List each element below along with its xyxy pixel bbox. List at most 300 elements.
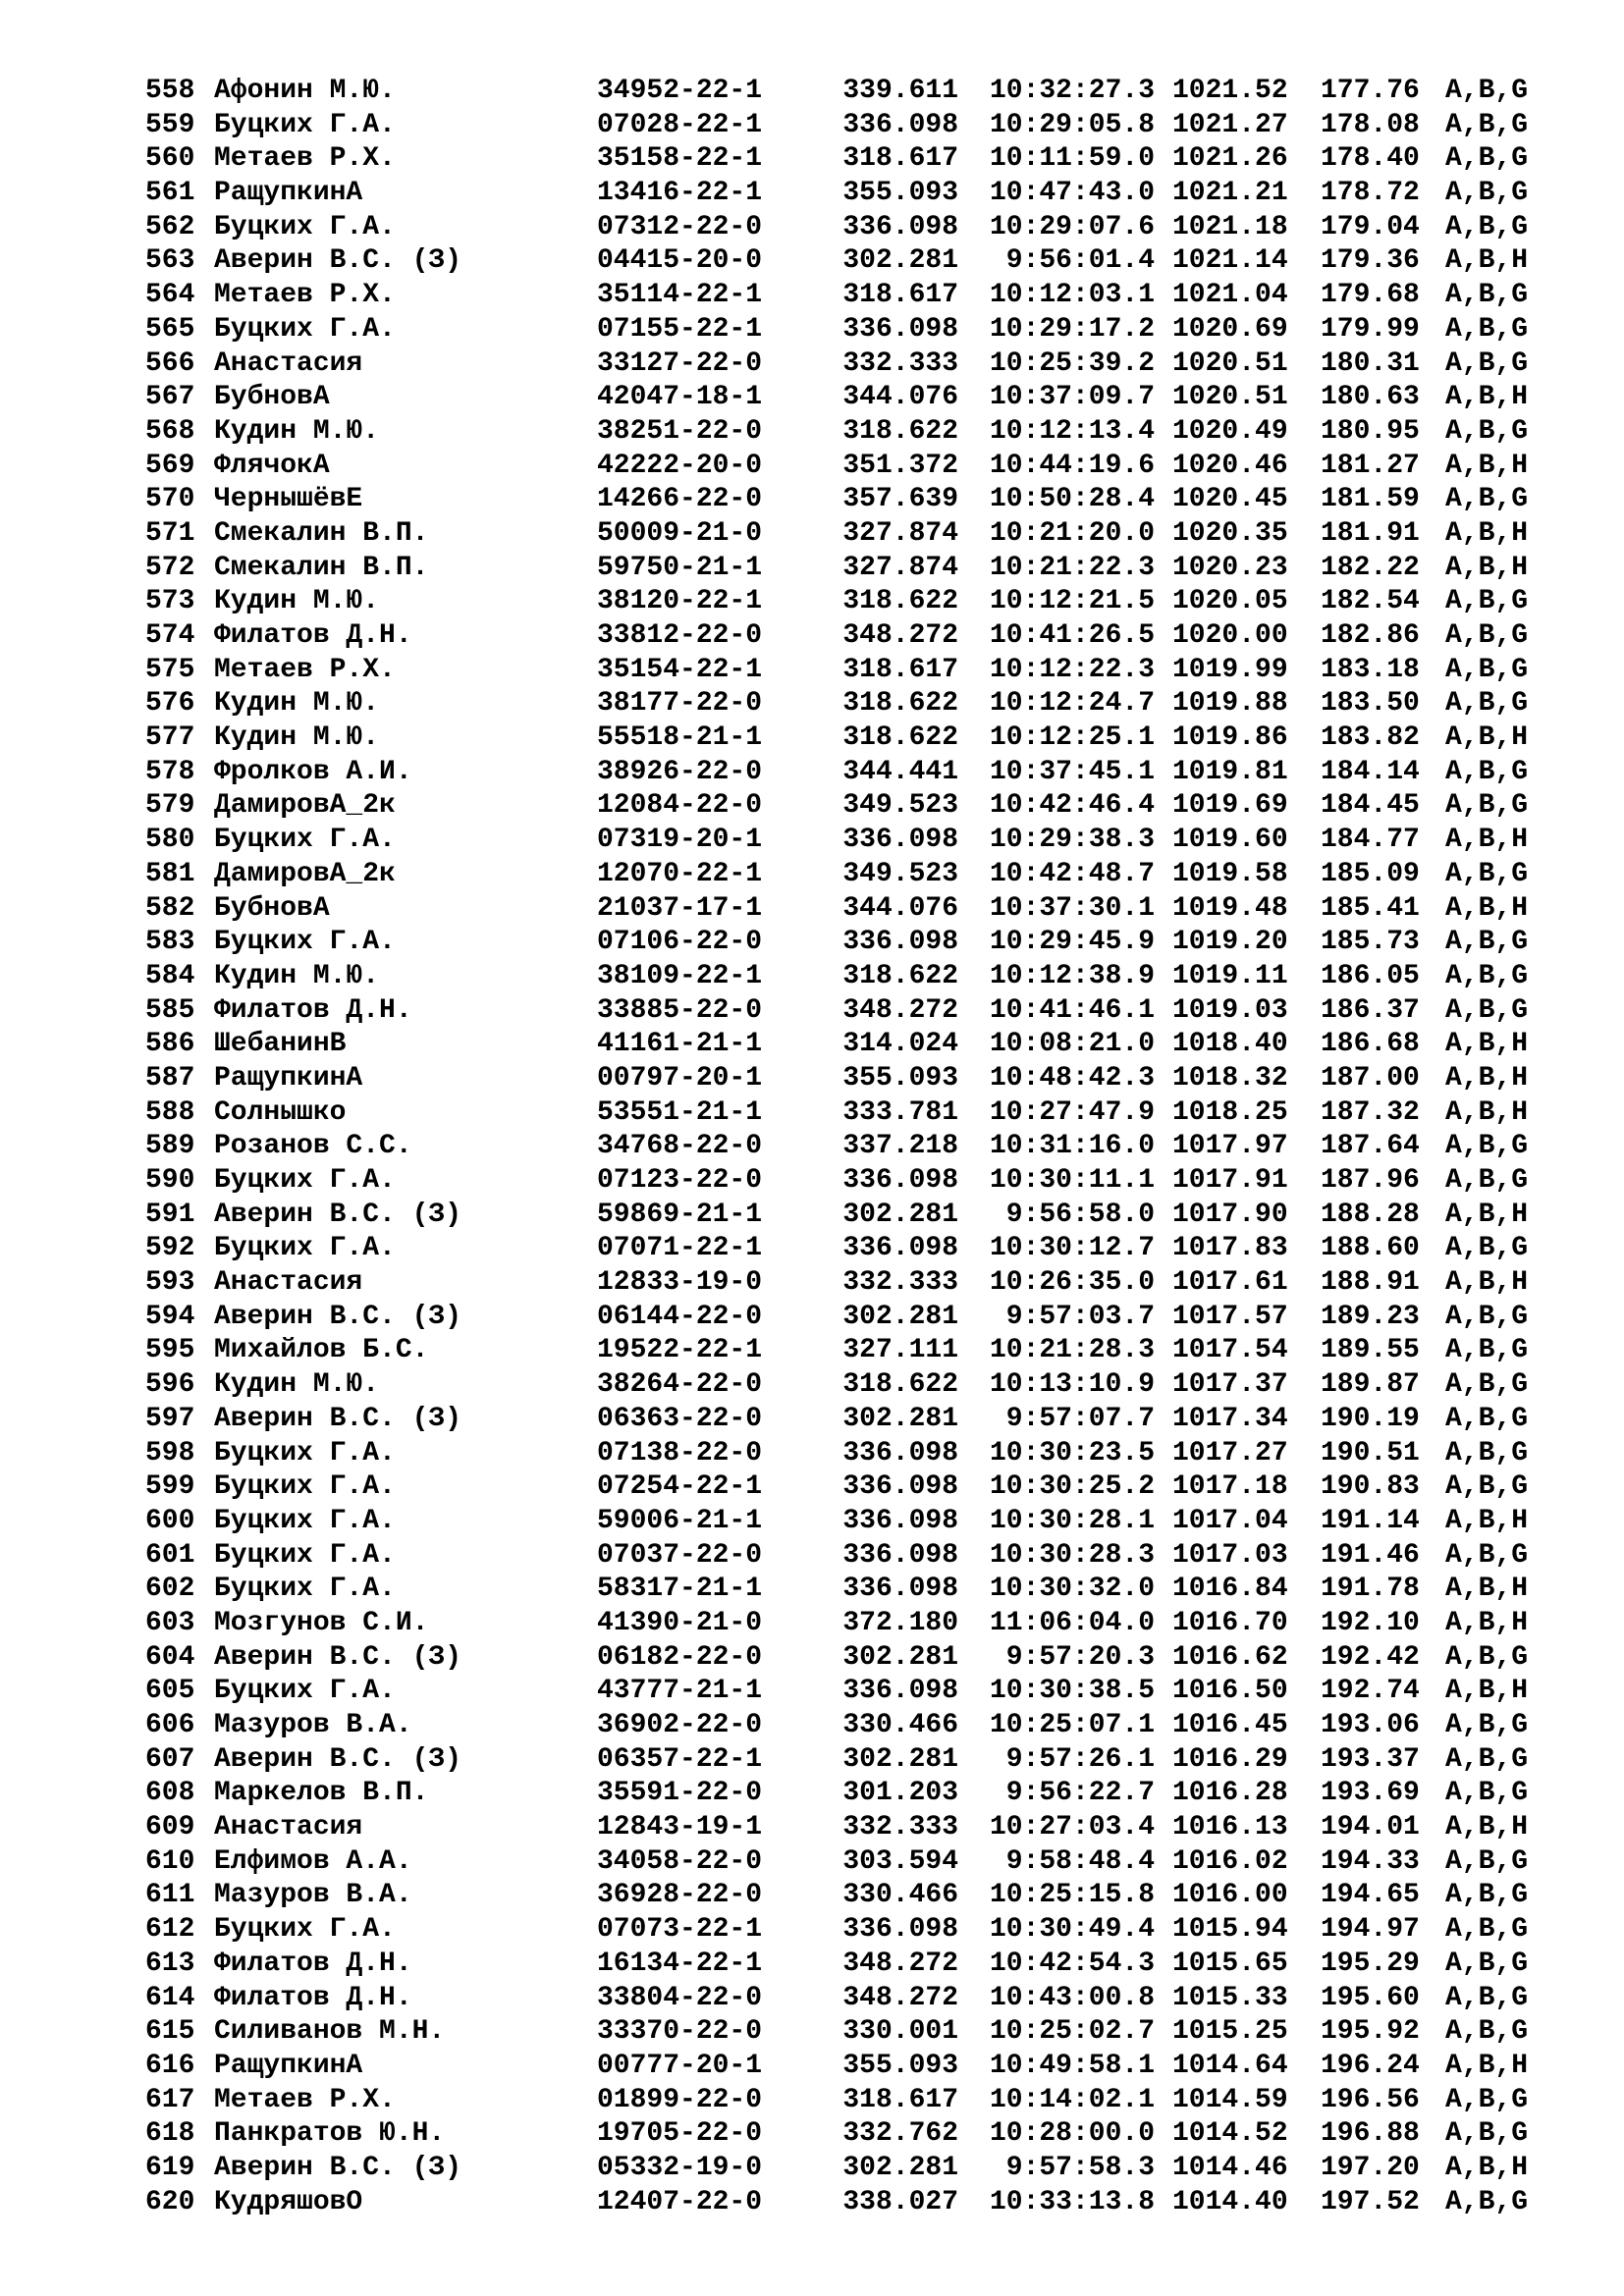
fancier-name: Буцких Г.А. [214,1676,396,1707]
ring-number: 38109-22-1 [597,960,763,991]
distance: 336.098 [842,1914,958,1946]
row-number: 579 [145,790,195,822]
table-row [145,1948,1559,1982]
row-number: 566 [145,347,195,379]
distance: 336.098 [842,1574,958,1605]
speed: 1016.84 [1172,1574,1288,1605]
table-row [145,1164,1559,1199]
ring-number: 13416-22-1 [597,178,763,209]
arrival-time: 10:08:21.0 [989,1029,1155,1060]
fancier-name: ДамировА_2к [214,790,396,822]
arrival-time: 9:57:58.3 [1005,2152,1155,2183]
ring-number: 38926-22-0 [597,756,763,787]
ring-number: 07071-22-1 [597,1233,763,1264]
ring-number: 59869-21-1 [597,1199,763,1230]
coefficient: 196.88 [1321,2118,1420,2150]
distance: 336.098 [842,927,958,958]
row-number: 588 [145,1096,195,1128]
category-tags: A,B,H [1445,1096,1529,1128]
table-row [145,721,1559,756]
arrival-time: 9:58:48.4 [1005,1845,1155,1877]
speed: 1014.52 [1172,2118,1288,2150]
distance: 302.281 [842,1199,958,1230]
ring-number: 38177-22-0 [597,688,763,720]
arrival-time: 10:33:13.8 [989,2186,1155,2217]
fancier-name: Буцких Г.А. [214,927,396,958]
fancier-name: Смекалин В.П. [214,552,429,583]
coefficient: 191.46 [1321,1539,1420,1571]
arrival-time: 9:56:01.4 [1005,245,1155,277]
row-number: 618 [145,2118,195,2150]
fancier-name: Метаев Р.Х. [214,143,396,175]
speed: 1017.57 [1172,1301,1288,1332]
coefficient: 189.23 [1321,1301,1420,1332]
distance: 303.594 [842,1845,958,1877]
row-number: 565 [145,313,195,345]
coefficient: 192.74 [1321,1676,1420,1707]
fancier-name: Аверин В.С. (З) [214,2152,462,2183]
ring-number: 05332-19-0 [597,2152,763,2183]
distance: 302.281 [842,1301,958,1332]
distance: 355.093 [842,2050,958,2081]
row-number: 586 [145,1029,195,1060]
arrival-time: 10:26:35.0 [989,1267,1155,1299]
row-number: 599 [145,1471,195,1503]
row-number: 603 [145,1607,195,1638]
category-tags: A,B,H [1445,1199,1529,1230]
row-number: 560 [145,143,195,175]
row-number: 569 [145,450,195,481]
distance: 336.098 [842,1539,958,1571]
ring-number: 41161-21-1 [597,1029,763,1060]
category-tags: A,B,G [1445,994,1529,1026]
fancier-name: Буцких Г.А. [214,1574,396,1605]
arrival-time: 10:37:30.1 [989,892,1155,924]
category-tags: A,B,G [1445,76,1529,106]
distance: 318.617 [842,2084,958,2115]
row-number: 558 [145,76,195,106]
coefficient: 195.60 [1321,1982,1420,2013]
arrival-time: 10:12:25.1 [989,722,1155,754]
ring-number: 06182-22-0 [597,1641,763,1673]
fancier-name: Филатов Д.Н. [214,994,412,1026]
category-tags: A,B,G [1445,1982,1529,2013]
row-number: 584 [145,960,195,991]
table-row [145,1062,1559,1096]
distance: 355.093 [842,1062,958,1094]
distance: 351.372 [842,450,958,481]
arrival-time: 10:41:26.5 [989,620,1155,651]
table-row [145,1232,1559,1266]
table-row [145,1028,1559,1062]
coefficient: 194.33 [1321,1845,1420,1877]
speed: 1016.00 [1172,1880,1288,1911]
arrival-time: 10:42:54.3 [989,1948,1155,1979]
category-tags: A,B,H [1445,825,1529,856]
category-tags: A,B,G [1445,347,1529,379]
table-row [145,654,1559,688]
row-number: 607 [145,1743,195,1775]
table-row [145,2015,1559,2050]
fancier-name: Смекалин В.П. [214,517,429,549]
table-row [145,1505,1559,1539]
fancier-name: Аверин В.С. (З) [214,1199,462,1230]
distance: 344.076 [842,892,958,924]
fancier-name: Елфимов А.А. [214,1845,412,1877]
table-row [145,585,1559,619]
category-tags: A,B,G [1445,313,1529,345]
speed: 1019.11 [1172,960,1288,991]
fancier-name: Маркелов В.П. [214,1778,429,1809]
arrival-time: 10:48:42.3 [989,1062,1155,1094]
table-row [145,517,1559,552]
arrival-time: 10:12:22.3 [989,654,1155,685]
category-tags: A,B,G [1445,1165,1529,1196]
distance: 302.281 [842,245,958,277]
table-row [145,756,1559,790]
coefficient: 181.59 [1321,484,1420,515]
row-number: 598 [145,1437,195,1468]
distance: 318.622 [842,586,958,617]
table-row [145,177,1559,211]
category-tags: A,B,G [1445,1471,1529,1503]
row-number: 573 [145,586,195,617]
row-number: 562 [145,211,195,242]
distance: 318.617 [842,280,958,311]
coefficient: 179.99 [1321,313,1420,345]
row-number: 619 [145,2152,195,2183]
coefficient: 188.60 [1321,1233,1420,1264]
ring-number: 38251-22-0 [597,415,763,447]
table-row [145,415,1559,450]
ring-number: 00797-20-1 [597,1062,763,1094]
row-number: 587 [145,1062,195,1094]
speed: 1020.05 [1172,586,1288,617]
category-tags: A,B,G [1445,1880,1529,1911]
coefficient: 180.31 [1321,347,1420,379]
row-number: 577 [145,722,195,754]
ring-number: 12833-19-0 [597,1267,763,1299]
table-row [145,1845,1559,1880]
coefficient: 182.22 [1321,552,1420,583]
ring-number: 36928-22-0 [597,1880,763,1911]
speed: 1017.83 [1172,1233,1288,1264]
speed: 1020.23 [1172,552,1288,583]
arrival-time: 10:14:02.1 [989,2084,1155,2115]
arrival-time: 11:06:04.0 [989,1607,1155,1638]
table-row [145,687,1559,721]
distance: 336.098 [842,211,958,242]
table-row [145,1199,1559,1233]
fancier-name: ФлячокА [214,450,330,481]
table-row [145,75,1559,109]
table-row [145,450,1559,484]
fancier-name: Афонин М.Ю. [214,76,396,106]
table-row [145,1096,1559,1131]
category-tags: A,B,G [1445,790,1529,822]
table-row [145,619,1559,654]
coefficient: 177.76 [1321,76,1420,106]
fancier-name: РащупкинА [214,2050,363,2081]
row-number: 609 [145,1812,195,1843]
coefficient: 181.27 [1321,450,1420,481]
category-tags: A,B,H [1445,552,1529,583]
row-number: 606 [145,1710,195,1740]
row-number: 568 [145,415,195,447]
distance: 336.098 [842,313,958,345]
arrival-time: 10:28:00.0 [989,2118,1155,2150]
row-number: 602 [145,1574,195,1605]
arrival-time: 10:30:11.1 [989,1165,1155,1196]
speed: 1018.25 [1172,1096,1288,1128]
coefficient: 184.77 [1321,825,1420,856]
speed: 1019.69 [1172,790,1288,822]
arrival-time: 10:42:48.7 [989,858,1155,889]
category-tags: A,B,G [1445,1233,1529,1264]
speed: 1014.59 [1172,2084,1288,2115]
table-row [145,1743,1559,1778]
fancier-name: Солнышко [214,1096,347,1128]
distance: 318.617 [842,143,958,175]
ring-number: 07028-22-1 [597,109,763,140]
table-row [145,1879,1559,1913]
ring-number: 33370-22-0 [597,2016,763,2048]
speed: 1019.86 [1172,722,1288,754]
speed: 1019.48 [1172,892,1288,924]
table-row [145,1709,1559,1743]
table-row [145,1811,1559,1845]
arrival-time: 10:25:07.1 [989,1710,1155,1740]
coefficient: 178.40 [1321,143,1420,175]
speed: 1020.49 [1172,415,1288,447]
fancier-name: Метаев Р.Х. [214,654,396,685]
coefficient: 184.45 [1321,790,1420,822]
ring-number: 07037-22-0 [597,1539,763,1571]
arrival-time: 10:12:03.1 [989,280,1155,311]
arrival-time: 10:29:38.3 [989,825,1155,856]
row-number: 576 [145,688,195,720]
fancier-name: ДамировА_2к [214,858,396,889]
category-tags: A,B,G [1445,143,1529,175]
coefficient: 180.95 [1321,415,1420,447]
category-tags: A,B,G [1445,109,1529,140]
category-tags: A,B,G [1445,484,1529,515]
fancier-name: Мозгунов С.И. [214,1607,429,1638]
arrival-time: 10:31:16.0 [989,1131,1155,1162]
fancier-name: Буцких Г.А. [214,313,396,345]
coefficient: 189.55 [1321,1335,1420,1366]
row-number: 617 [145,2084,195,2115]
distance: 372.180 [842,1607,958,1638]
table-row [145,1470,1559,1505]
category-tags: A,B,H [1445,1812,1529,1843]
ring-number: 34768-22-0 [597,1131,763,1162]
table-row [145,2117,1559,2152]
arrival-time: 10:41:46.1 [989,994,1155,1026]
ring-number: 07138-22-0 [597,1437,763,1468]
distance: 332.762 [842,2118,958,2150]
ring-number: 07123-22-0 [597,1165,763,1196]
distance: 339.611 [842,76,958,106]
speed: 1017.90 [1172,1199,1288,1230]
speed: 1016.28 [1172,1778,1288,1809]
row-number: 570 [145,484,195,515]
coefficient: 194.65 [1321,1880,1420,1911]
distance: 336.098 [842,1676,958,1707]
arrival-time: 10:13:10.9 [989,1369,1155,1401]
distance: 330.001 [842,2016,958,2048]
coefficient: 191.14 [1321,1505,1420,1536]
distance: 336.098 [842,825,958,856]
category-tags: A,B,H [1445,2152,1529,2183]
arrival-time: 10:29:05.8 [989,109,1155,140]
fancier-name: Аверин В.С. (З) [214,245,462,277]
fancier-name: Буцких Г.А. [214,1914,396,1946]
fancier-name: Филатов Д.Н. [214,620,412,651]
speed: 1017.03 [1172,1539,1288,1571]
distance: 314.024 [842,1029,958,1060]
speed: 1017.04 [1172,1505,1288,1536]
fancier-name: РащупкинА [214,1062,363,1094]
row-number: 572 [145,552,195,583]
table-row [145,109,1559,143]
speed: 1015.94 [1172,1914,1288,1946]
table-row [145,2084,1559,2118]
speed: 1020.35 [1172,517,1288,549]
speed: 1016.50 [1172,1676,1288,1707]
ring-number: 34058-22-0 [597,1845,763,1877]
ring-number: 55518-21-1 [597,722,763,754]
coefficient: 186.68 [1321,1029,1420,1060]
table-row [145,926,1559,960]
table-row [145,381,1559,415]
distance: 302.281 [842,1403,958,1434]
row-number: 575 [145,654,195,685]
row-number: 559 [145,109,195,140]
coefficient: 185.41 [1321,892,1420,924]
distance: 318.617 [842,654,958,685]
speed: 1019.88 [1172,688,1288,720]
table-row [145,313,1559,347]
table-row [145,789,1559,824]
speed: 1021.14 [1172,245,1288,277]
distance: 357.639 [842,484,958,515]
row-number: 600 [145,1505,195,1536]
arrival-time: 10:30:28.1 [989,1505,1155,1536]
fancier-name: Анастасия [214,1267,363,1299]
ring-number: 12407-22-0 [597,2186,763,2217]
arrival-time: 10:12:24.7 [989,688,1155,720]
row-number: 614 [145,1982,195,2013]
coefficient: 186.05 [1321,960,1420,991]
distance: 330.466 [842,1880,958,1911]
speed: 1017.27 [1172,1437,1288,1468]
fancier-name: Кудин М.Ю. [214,415,380,447]
ring-number: 43777-21-1 [597,1676,763,1707]
arrival-time: 10:11:59.0 [989,143,1155,175]
speed: 1019.20 [1172,927,1288,958]
coefficient: 183.18 [1321,654,1420,685]
arrival-time: 10:12:21.5 [989,586,1155,617]
arrival-time: 10:21:22.3 [989,552,1155,583]
table-row [145,142,1559,177]
table-row [145,1130,1559,1164]
table-row [145,1539,1559,1574]
table-row [145,1368,1559,1403]
arrival-time: 10:47:43.0 [989,178,1155,209]
speed: 1016.45 [1172,1710,1288,1740]
coefficient: 182.54 [1321,586,1420,617]
row-number: 564 [145,280,195,311]
speed: 1019.58 [1172,858,1288,889]
table-row [145,994,1559,1029]
table-row [145,892,1559,927]
category-tags: A,B,G [1445,2084,1529,2115]
coefficient: 179.36 [1321,245,1420,277]
category-tags: A,B,H [1445,450,1529,481]
fancier-name: Розанов С.С. [214,1131,412,1162]
arrival-time: 10:12:38.9 [989,960,1155,991]
table-row [145,1266,1559,1301]
distance: 330.466 [842,1710,958,1740]
speed: 1016.13 [1172,1812,1288,1843]
coefficient: 180.63 [1321,382,1420,413]
row-number: 610 [145,1845,195,1877]
arrival-time: 10:12:13.4 [989,415,1155,447]
speed: 1017.97 [1172,1131,1288,1162]
speed: 1019.99 [1172,654,1288,685]
category-tags: A,B,H [1445,1505,1529,1536]
ring-number: 33885-22-0 [597,994,763,1026]
category-tags: A,B,H [1445,1062,1529,1094]
speed: 1016.70 [1172,1607,1288,1638]
category-tags: A,B,H [1445,245,1529,277]
arrival-time: 10:29:17.2 [989,313,1155,345]
row-number: 612 [145,1914,195,1946]
table-row [145,1982,1559,2016]
distance: 318.622 [842,960,958,991]
coefficient: 193.06 [1321,1710,1420,1740]
arrival-time: 10:50:28.4 [989,484,1155,515]
distance: 336.098 [842,1233,958,1264]
table-row [145,2050,1559,2084]
arrival-time: 10:30:32.0 [989,1574,1155,1605]
fancier-name: Аверин В.С. (З) [214,1641,462,1673]
ring-number: 07319-20-1 [597,825,763,856]
coefficient: 188.28 [1321,1199,1420,1230]
distance: 355.093 [842,178,958,209]
table-row [145,1437,1559,1471]
category-tags: A,B,H [1445,1267,1529,1299]
coefficient: 197.20 [1321,2152,1420,2183]
ring-number: 58317-21-1 [597,1574,763,1605]
category-tags: A,B,G [1445,586,1529,617]
category-tags: A,B,G [1445,1914,1529,1946]
coefficient: 196.56 [1321,2084,1420,2115]
row-number: 594 [145,1301,195,1332]
category-tags: A,B,G [1445,620,1529,651]
category-tags: A,B,G [1445,1948,1529,1979]
coefficient: 195.29 [1321,1948,1420,1979]
distance: 318.622 [842,688,958,720]
fancier-name: Аверин В.С. (З) [214,1403,462,1434]
row-number: 590 [145,1165,195,1196]
distance: 348.272 [842,1982,958,2013]
fancier-name: Аверин В.С. (З) [214,1743,462,1775]
arrival-time: 10:37:45.1 [989,756,1155,787]
arrival-time: 10:37:09.7 [989,382,1155,413]
coefficient: 197.52 [1321,2186,1420,2217]
